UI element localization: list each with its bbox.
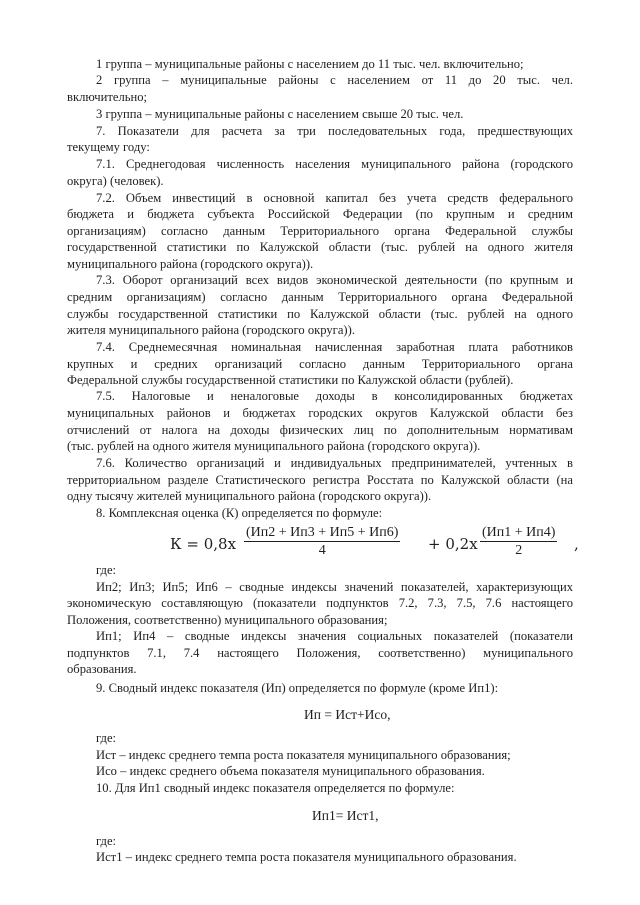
item-10-line: 10. Для Ип1 сводный индекс показателя определяется по формуле:: [96, 781, 455, 795]
formula-k-numerator-2: (Ип1 + Ип4): [482, 525, 556, 540]
item-7-5-line-3: отчислений от налога на доходы физических лиц по дополнительным нормативам: [67, 423, 573, 437]
item-7-6-line-2: территориальном разделе Статистического регистра Росстата по Калужской области (на: [67, 473, 573, 487]
expl-k-2-line-3: образования.: [67, 662, 137, 676]
item-8-line: 8. Комплексная оценка (К) определяется по формуле:: [96, 506, 383, 520]
expl-ip1-line: Ист1 – индекс среднего темпа роста показателя муниципального образования.: [96, 850, 517, 864]
where-label-3: где:: [96, 834, 117, 848]
formula-k-fraction-1: [244, 524, 400, 559]
group-2-line-cont: включительно;: [67, 90, 148, 104]
item-7-5-line-4: (тыс. рублей на одного жителя муниципального района (городского округа)).: [67, 439, 481, 453]
group-3-line: 3 группа – муниципальные районы с населением свыше 20 тыс. чел.: [96, 107, 464, 121]
item-7-6-line-1: 7.6. Количество организаций и индивидуальных предпринимателей, учтенных в: [96, 456, 573, 470]
item-7-2-line-3: организациям) согласно данным Территориального органа Федеральной службы: [67, 224, 573, 238]
item-7-2-line-2: бюджета и бюджета субъекта Российской Федерации (по крупным и средним: [67, 207, 573, 221]
where-label-1: где:: [96, 563, 117, 577]
item-7-4-line-1: 7.4. Среднемесячная номинальная начисленная заработная плата работников: [96, 340, 573, 354]
group-1-line: 1 группа – муниципальные районы с населением до 11 тыс. чел. включительно;: [96, 57, 524, 71]
formula-k-tail: ,: [574, 535, 579, 553]
item-7-3-line-3: службы государственной статистики по Калужской области (тыс. рублей на одного: [67, 307, 573, 321]
item-7-line-2: текущему году:: [67, 140, 150, 154]
item-7-3-line-1: 7.3. Оборот организаций всех видов экономической деятельности (по крупным и: [96, 273, 573, 287]
item-7-3-line-2: средним организациям) согласно данным Территориального органа Федеральной: [67, 290, 573, 304]
expl-k-2-line-2: подпунктов 7.1, 7.4 настоящего Положения, соответственно) муниципального: [67, 646, 573, 660]
item-7-4-line-3: Федеральной службы государственной статистики по Калужской области (рублей).: [67, 373, 514, 387]
formula-k-denominator-1: 4: [318, 543, 326, 558]
formula-k-mid: + 0,2х: [428, 535, 478, 553]
item-7-1-line-1: 7.1. Среднегодовая численность населения муниципального района (городского: [96, 157, 573, 171]
formula-ip1: Ип1= Ист1,: [312, 808, 379, 823]
item-7-6-line-3: одну тысячу жителей муниципального района (городского округа)).: [67, 489, 432, 503]
expl-ip-line-1: Ист – индекс среднего темпа роста показателя муниципального образования;: [96, 748, 511, 762]
item-7-4-line-2: крупных и средних организаций согласно данным Территориального органа: [67, 357, 573, 371]
expl-ip-line-2: Исо – индекс среднего объема показателя муниципального образования.: [96, 764, 485, 778]
item-9-line: 9. Сводный индекс показателя (Ип) определяется по формуле (кроме Ип1):: [96, 681, 499, 695]
item-7-3-line-4: жителя муниципального района (городского округа)).: [67, 323, 355, 337]
expl-k-1-line-2: экономическую составляющую (показатели подпунктов 7.2, 7.3, 7.5, 7.6 настоящего: [67, 596, 573, 610]
item-7-1-line-2: округа) (человек).: [67, 174, 164, 188]
formula-k-denominator-2: 2: [515, 543, 523, 558]
item-7-2-line-1: 7.2. Объем инвестиций в основной капитал без учета средств федерального: [96, 191, 573, 205]
item-7-2-line-5: муниципального района (городского округа)).: [67, 257, 314, 271]
item-7-line-1: 7. Показатели для расчета за три последовательных года, предшествующих: [96, 124, 573, 138]
formula-k-fraction-2: [480, 524, 557, 559]
expl-k-2-line-1: Ип1; Ип4 – сводные индексы значения социальных показателей (показатели: [96, 629, 573, 643]
expl-k-1-line-3: Положения, соответственно) муниципального образования;: [67, 613, 388, 627]
item-7-5-line-2: муниципальных районов и бюджетах городских округов Калужской области без: [67, 406, 573, 420]
formula-k-lhs: К = 0,8х: [170, 535, 237, 553]
where-label-2: где:: [96, 731, 117, 745]
formula-k-numerator-1: (Ип2 + Ип3 + Ип5 + Ип6): [246, 525, 399, 540]
group-2-line: 2 группа – муниципальные районы с населением от 11 до 20 тыс. чел.: [96, 73, 573, 87]
item-7-5-line-1: 7.5. Налоговые и неналоговые доходы в консолидированных бюджетах: [96, 389, 573, 403]
item-7-2-line-4: государственной статистики по Калужской области (тыс. рублей на одного жителя: [67, 240, 573, 254]
formula-ip: Ип = Иcт+Исо,: [304, 707, 391, 722]
expl-k-1-line-1: Ип2; Ип3; Ип5; Ип6 – сводные индексы значений показателей, характеризующих: [96, 580, 573, 594]
